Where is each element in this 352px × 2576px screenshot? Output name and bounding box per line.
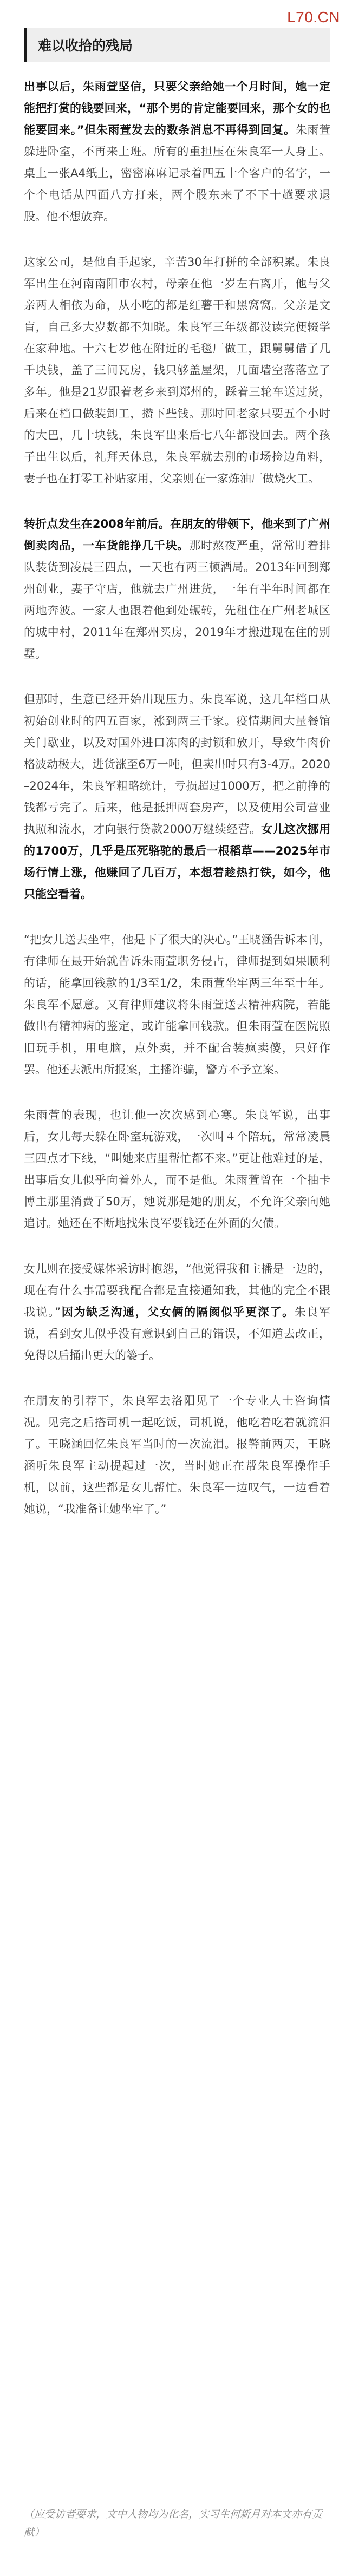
body-text: 那时熬夜严重，常常盯着排队装货到凌晨三四点，一天也有两三顿酒局。2013年回到郑州创业，妻子守店，他就去广州进货，一年有半年时间都在两地奔波。一家人也跟着他到处辗转，先租住在广州老城区的城中村，2011年在郑州买房，2019年才搬进现在住的别墅。 (24, 539, 331, 660)
body-text: 在朋友的引荐下，朱良军去洛阳见了一个专业人士咨询情况。见完之后搭司机一起吃饭，司机说，他吃着吃着就流泪了。王晓涵回忆朱良军当时的一次流泪。报警前两天，王晓涵听朱良军主动提起过一次，当时她正在帮朱良军操作手机，以前，这些都是女儿帮忙。朱良军一边叹气，一边看着她说，“我准备让她坐牢了。” (24, 1394, 330, 1516)
body-text: “把女儿送去坐牢，他是下了很大的决心。”王晓涵告诉本刊，有律师在最开始就告诉朱雨萱职务侵占，律师提到如果顺利的话，能拿回钱款的1/3至1/2，朱雨萱坐牢两三年至十年。朱良军不愿意。又有律师建议将朱雨萱送去精神病院，若能做出有精神病的鉴定，或许能拿回钱款。但朱雨萱在医院照旧玩手机，用电脑，点外卖，并不配合装疯卖傻，只好作罢。他还去派出所报案，主播诈骗，警方不予立案。 (24, 933, 330, 1076)
article-paragraph (24, 1104, 330, 1234)
body-text: 但那时，生意已经开始出现压力。朱良军说，这几年档口从初始创业时的四五百家，涨到两三千家。疫情期间大量餐馆关门歇业，以及对国外进口冻肉的封锁和放开，导致牛肉价格波动极大，进货涨至6万一吨，但卖出时只有3-4万。2020–2024年，朱良军粗略统计，亏损超过1000万，把之前挣的钱都亏完了。后来，他是抵押两套房产，以及使用公司营业执照和流水，才向银行贷款2000万继续经营。 (24, 693, 330, 836)
emphasized-text: 女儿这次挪用的1700万，几乎是压死骆驼的最后一根稻草——2025年市场行情上涨，他赚回了几百万，本想着趁热打铁，如今，他只能空看着。 (24, 823, 330, 901)
site-watermark: L70.CN (287, 9, 340, 25)
emphasized-text: 因为缺乏沟通，父女俩的隔阂似乎更深了。 (61, 1306, 295, 1319)
emphasized-text: 转折点发生在2008年前后。在朋友的带领下，他来到了广州倒卖肉品，一车货能挣几千块。 (24, 517, 330, 552)
article-paragraph (24, 1258, 330, 1366)
article-paragraph (24, 76, 330, 227)
article-paragraph (24, 251, 330, 489)
article-paragraph (24, 689, 330, 905)
body-text: 这家公司，是他自手起家，辛苦30年打拼的全部积累。朱良军出生在河南南阳市农村，母亲在他一岁左右离开，他与父亲两人相依为命，从小吃的都是红薯干和黑窝窝。父亲是文盲，自己多大岁数都不知晓。朱良军三年级都没读完便辍学在家种地。十六七岁他在附近的毛毯厂做工，跟舅舅借了几千块钱，盖了三间瓦房，钱只够盖屋架，几面墙空落落立了多年。他是21岁跟着老乡来到郑州的，踩着三轮车送过货，后来在档口做装卸工，攒下些钱。那时回老家只要五个小时的大巴，几十块钱，朱良军出来后七八年都没回去。两个孩子出生以后，礼拜天休息，朱良军就去别的市场捡边角料，妻子也在打零工补贴家用，父亲则在一家炼油厂做烧火工。 (24, 255, 330, 485)
section-heading (24, 28, 330, 62)
article-body (24, 76, 330, 1544)
body-text: 朱雨萱的表现，也让他一次次感到心寒。朱良军说，出事后，女儿每天躲在卧室玩游戏，一次叫４个陪玩，常常凌晨三四点才下线，“叫她来店里帮忙都不来。”更让他难过的是，出事后女儿似乎向着外人，而不是他。朱雨萱曾在一个抽卡博主那里消费了50万，她说那是她的朋友，不允许父亲向她追讨。她还在不断地找朱良军要钱还在外面的欠债。 (24, 1109, 330, 1230)
body-text: 朱雨萱躲进卧室，不再来上班。所有的重担压在朱良军一人身上。桌上一张A4纸上，密密麻麻记录着四五十个客户的名字，一个个电话从四面八方打来，两个股东来了不下十趟要求退股。他不想放弃。 (24, 123, 331, 223)
body-text: 朱良军说，看到女儿似乎没有意识到自己的错误，不知道去改正，免得以后捅出更大的篓子。 (24, 1306, 331, 1362)
article-paragraph (24, 513, 330, 665)
article-paragraph (24, 929, 330, 1080)
emphasized-text: 出事以后，朱雨萱坚信，只要父亲给她一个月时间，她一定能把打赏的钱要回来，“那个男的肯定能要回来，那个女的也能要回来。”但朱雨萱发去的数条消息不再得到回复。 (24, 80, 330, 136)
article-paragraph (24, 1390, 330, 1520)
section-title: 难以收拾的残局 (38, 38, 133, 54)
article-footnote: （应受访者要求，文中人物均为化名，实习生何新月对本文亦有贡献） (24, 2508, 323, 2539)
body-text: 女儿则在接受媒体采访时抱怨，“他觉得我和主播是一边的，现在有什么事需要我配合都是直接通知我，其他的完全不跟我说。” (24, 1262, 330, 1319)
